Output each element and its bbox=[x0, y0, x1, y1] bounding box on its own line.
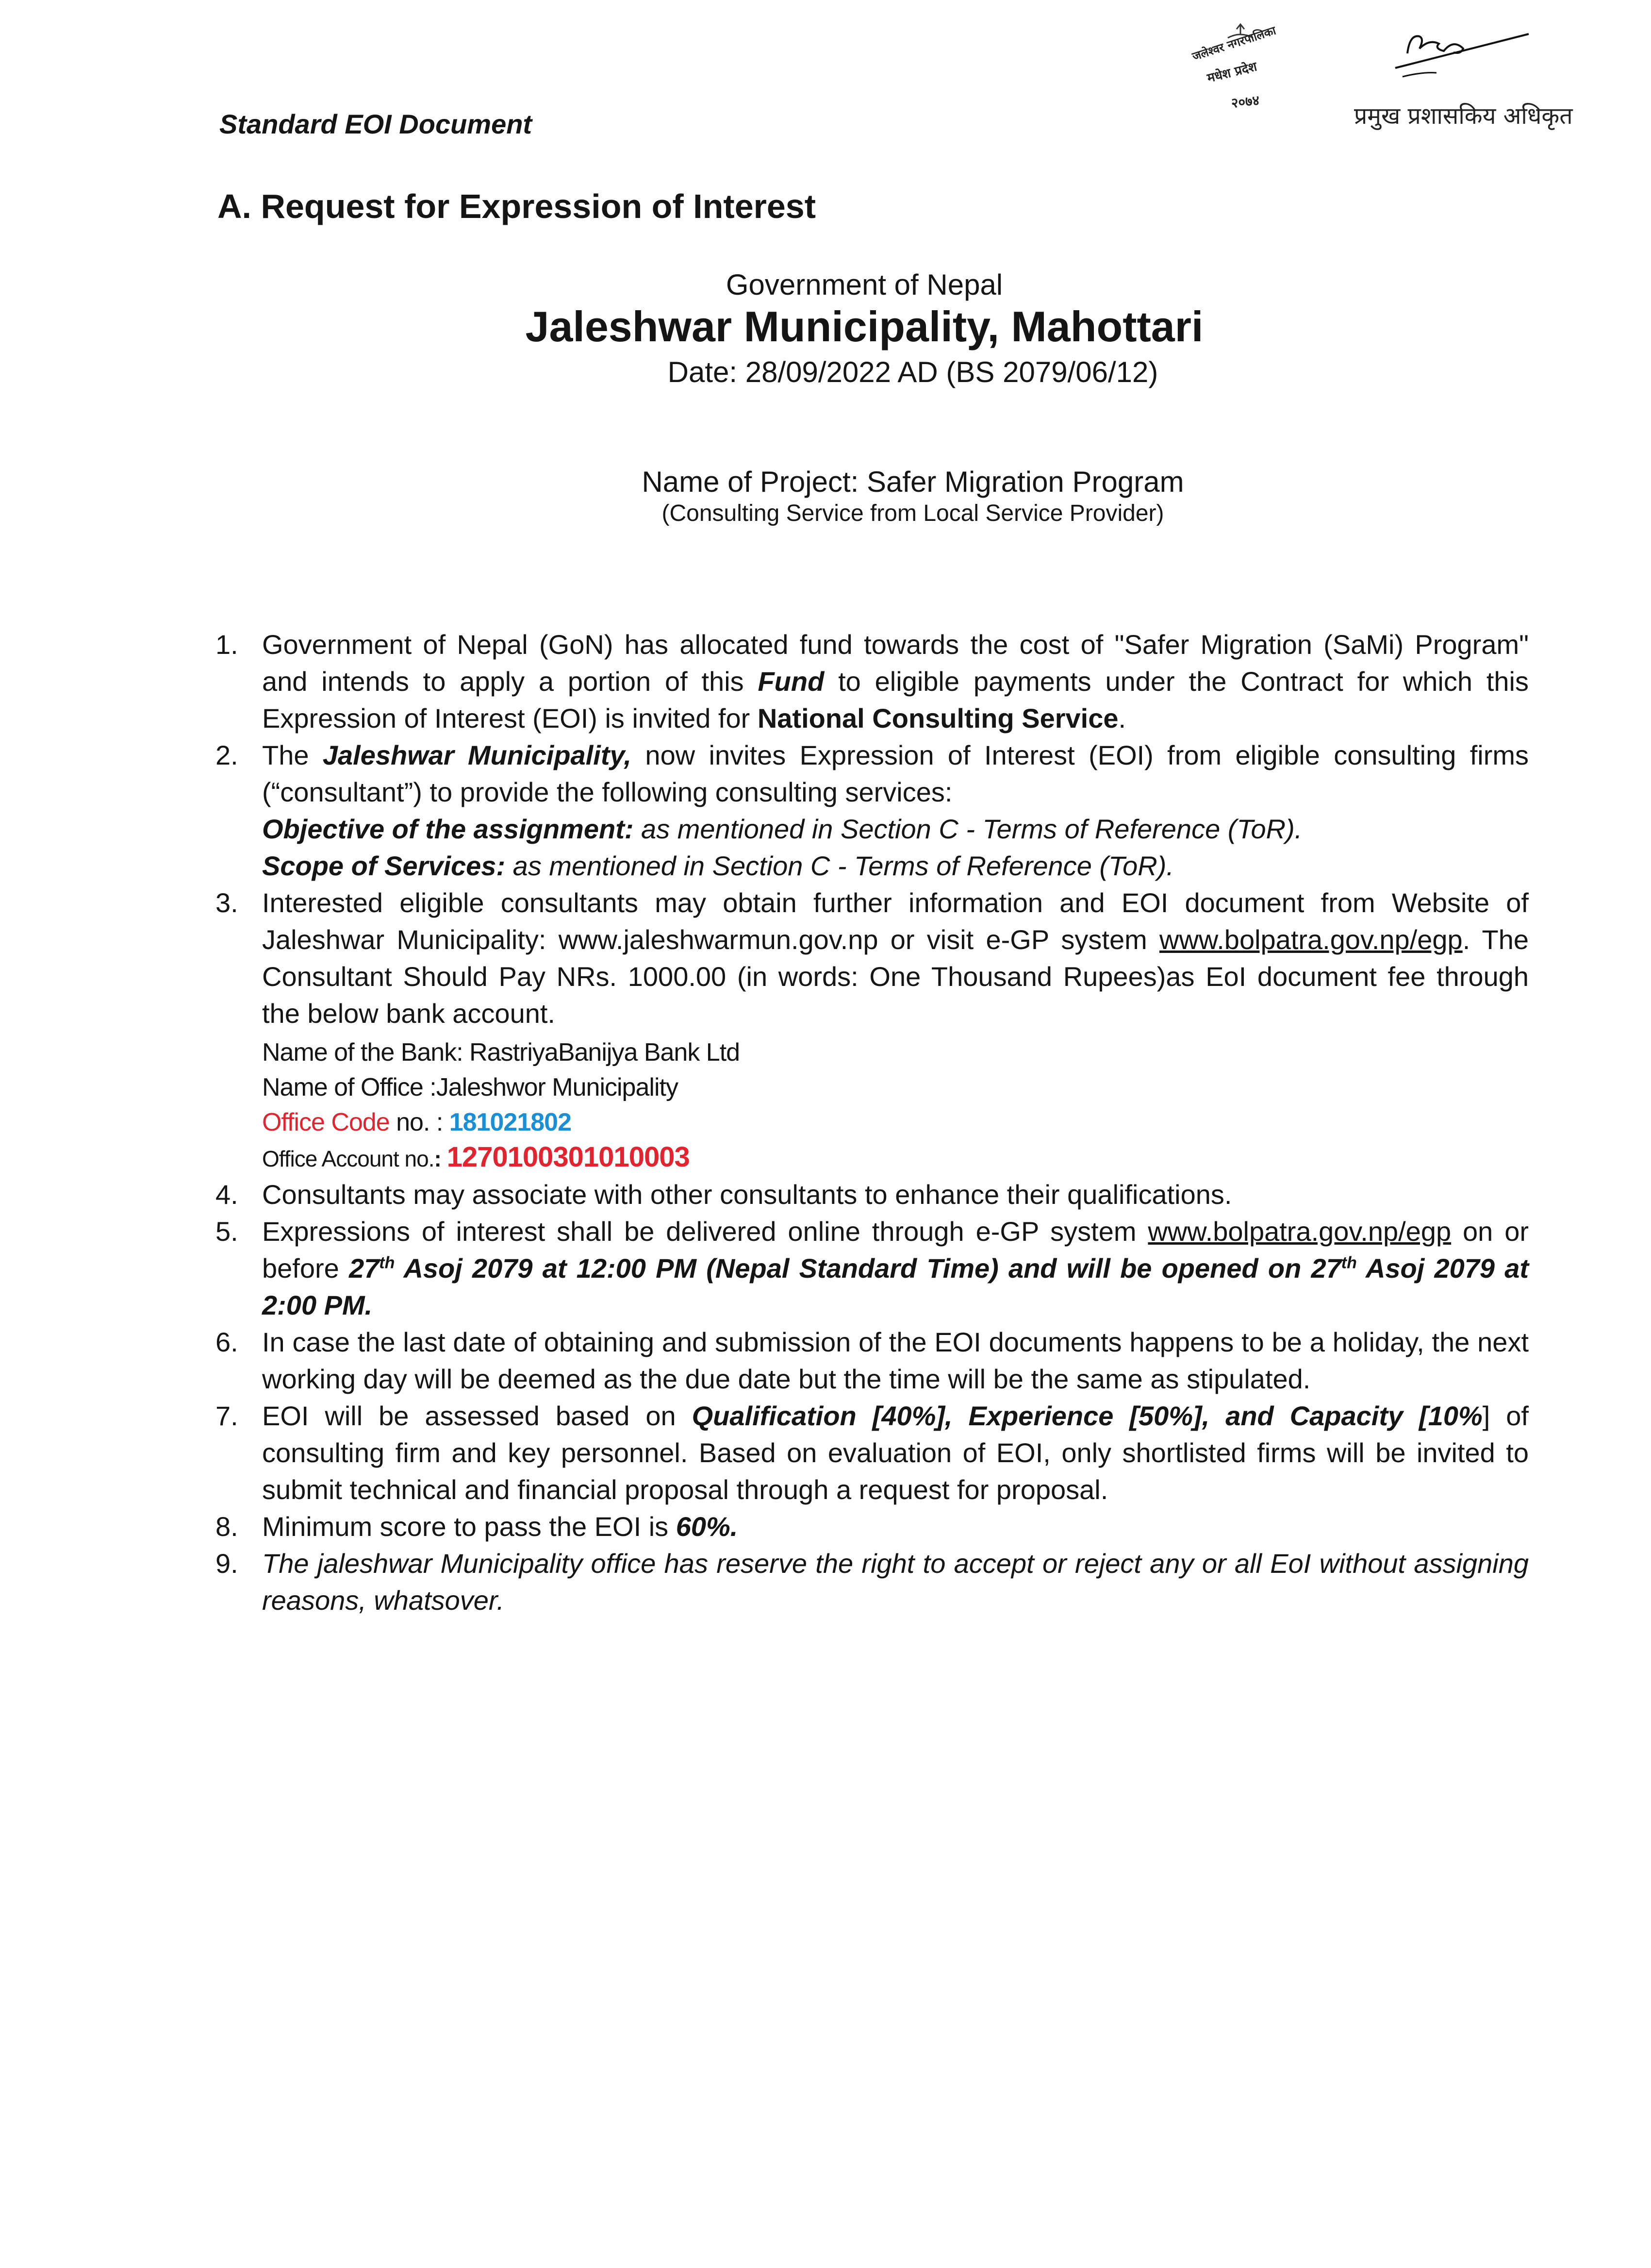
ordinal-suffix: th bbox=[379, 1253, 395, 1272]
svg-text:मधेश प्रदेश: मधेश प्रदेश bbox=[1205, 59, 1259, 86]
item-number: 9. bbox=[215, 1548, 238, 1579]
section-title: A. Request for Expression of Interest bbox=[217, 187, 816, 225]
item-text: Expressions of interest shall be delivered online through e-GP system bbox=[262, 1216, 1148, 1247]
item-text: The bbox=[262, 740, 323, 770]
item-text: to eligible payments under the Contract for which this Expression of Interest (EOI) is invited for bbox=[262, 666, 1529, 734]
scope-label: Scope of Services: bbox=[262, 850, 506, 881]
item-text: EOI will be assessed based on bbox=[262, 1401, 692, 1431]
item-text: . bbox=[1118, 703, 1126, 734]
item-number: 1. bbox=[215, 629, 238, 660]
project-name: Name of Project: Safer Migration Program bbox=[642, 466, 1184, 498]
government-label: Government of Nepal bbox=[726, 268, 1003, 301]
item-emphasis: 27 bbox=[348, 1253, 380, 1284]
item-number: 8. bbox=[215, 1511, 238, 1542]
list-item bbox=[209, 1545, 1529, 1619]
list-item bbox=[209, 1324, 1529, 1398]
item-number: 4. bbox=[215, 1179, 238, 1210]
item-text: on or before bbox=[262, 1216, 1529, 1284]
item-text: Consultants may associate with other consultants to enhance their qualifications. bbox=[262, 1179, 1232, 1210]
project-subtitle: (Consulting Service from Local Service Provider) bbox=[661, 500, 1164, 526]
objective-line bbox=[262, 811, 1529, 848]
ordinal-suffix: th bbox=[1341, 1253, 1357, 1272]
list-item bbox=[209, 1398, 1529, 1508]
office-code-label: Office Code bbox=[262, 1108, 390, 1136]
item-emphasis: National Consulting Service bbox=[757, 703, 1119, 734]
item-text: Minimum score to pass the EOI is bbox=[262, 1511, 676, 1542]
account-number: 1270100301010003 bbox=[446, 1141, 690, 1173]
item-text: The jaleshwar Municipality office has reserve the right to accept or reject any or all EoI without assigning reasons, whatsover. bbox=[262, 1548, 1529, 1616]
office-name: Name of Office :Jaleshwor Municipality bbox=[262, 1073, 678, 1101]
item-emphasis: 60%. bbox=[676, 1511, 738, 1542]
signature-caption: प्रमुख प्रशासकिय अधिकृत bbox=[1354, 102, 1573, 130]
item-number: 7. bbox=[215, 1401, 238, 1431]
signature bbox=[1349, 19, 1534, 83]
egp-link[interactable]: www.bolpatra.gov.np/egp bbox=[1148, 1216, 1452, 1247]
scope-text: as mentioned in Section C - Terms of Reference (ToR). bbox=[505, 850, 1174, 881]
list-item bbox=[209, 1213, 1529, 1324]
eoi-items-list bbox=[209, 626, 1529, 1619]
account-colon: : bbox=[434, 1146, 447, 1171]
item-text: ] of consulting firm and key personnel. Based on evaluation of EOI, only shortlisted firms will be invited to submit technical and financial proposal through a request for proposal. bbox=[262, 1401, 1529, 1505]
bank-name: Name of the Bank: RastriyaBanijya Bank Ltd bbox=[262, 1038, 740, 1067]
item-text: Government of Nepal (GoN) has allocated fund towards the cost of "Safer Migration (SaMi) Program" and intends to apply a portion of this bbox=[262, 629, 1529, 697]
list-item bbox=[209, 626, 1529, 737]
item-number: 3. bbox=[215, 887, 238, 918]
item-text: now invites Expression of Interest (EOI) from eligible consulting firms (“consultant”) to provide the following consulting services: bbox=[262, 740, 1529, 807]
list-item bbox=[209, 1508, 1529, 1545]
svg-text:२०७४: २०७४ bbox=[1230, 92, 1260, 111]
list-item bbox=[209, 1176, 1529, 1213]
svg-text:जलेश्वर नगरपालिका: जलेश्वर नगरपालिका bbox=[1190, 23, 1278, 64]
office-code-value: 181021802 bbox=[449, 1108, 571, 1136]
municipality-title: Jaleshwar Municipality, Mahottari bbox=[525, 302, 1204, 350]
account-label: Office Account no. bbox=[262, 1146, 434, 1171]
scope-line bbox=[262, 848, 1529, 884]
item-number: 6. bbox=[215, 1327, 238, 1357]
item-emphasis: Qualification [40%], Experience [50%], and Capacity [10% bbox=[692, 1401, 1483, 1431]
item-text: . The Consultant Should Pay NRs. 1000.00 (in words: One Thousand Rupees)as EoI document fee through the below bank account. bbox=[262, 924, 1529, 1029]
office-code-line bbox=[262, 1105, 1529, 1140]
item-emphasis: Jaleshwar Municipality, bbox=[322, 740, 632, 770]
item-number: 2. bbox=[215, 740, 238, 770]
list-item bbox=[209, 884, 1529, 1176]
objective-label: Objective of the assignment: bbox=[262, 814, 634, 844]
item-text: Interested eligible consultants may obtain further information and EOI document from Website of Jaleshwar Municipality: www.jaleshwarmun.gov.np or visit e-GP system bbox=[262, 887, 1529, 955]
objective-text: as mentioned in Section C - Terms of Reference (ToR). bbox=[633, 814, 1303, 844]
account-line bbox=[262, 1140, 1529, 1176]
egp-link[interactable]: www.bolpatra.gov.np/egp bbox=[1159, 924, 1463, 955]
list-item bbox=[209, 737, 1529, 884]
document-date: Date: 28/09/2022 AD (BS 2079/06/12) bbox=[667, 356, 1158, 388]
header-label: Standard EOI Document bbox=[219, 109, 532, 139]
item-emphasis: Asoj 2079 at 2:00 PM. bbox=[262, 1253, 1529, 1320]
office-code-no: no. : bbox=[389, 1108, 449, 1136]
item-emphasis: Asoj 2079 at 12:00 PM (Nepal Standard Time) and will be opened on 27 bbox=[395, 1253, 1341, 1284]
office-stamp bbox=[1174, 19, 1310, 141]
item-number: 5. bbox=[215, 1216, 238, 1247]
item-emphasis: Fund bbox=[758, 666, 825, 697]
item-text: In case the last date of obtaining and submission of the EOI documents happens to be a holiday, the next working day will be deemed as the due date but the time will be the same as stipulated. bbox=[262, 1327, 1529, 1394]
